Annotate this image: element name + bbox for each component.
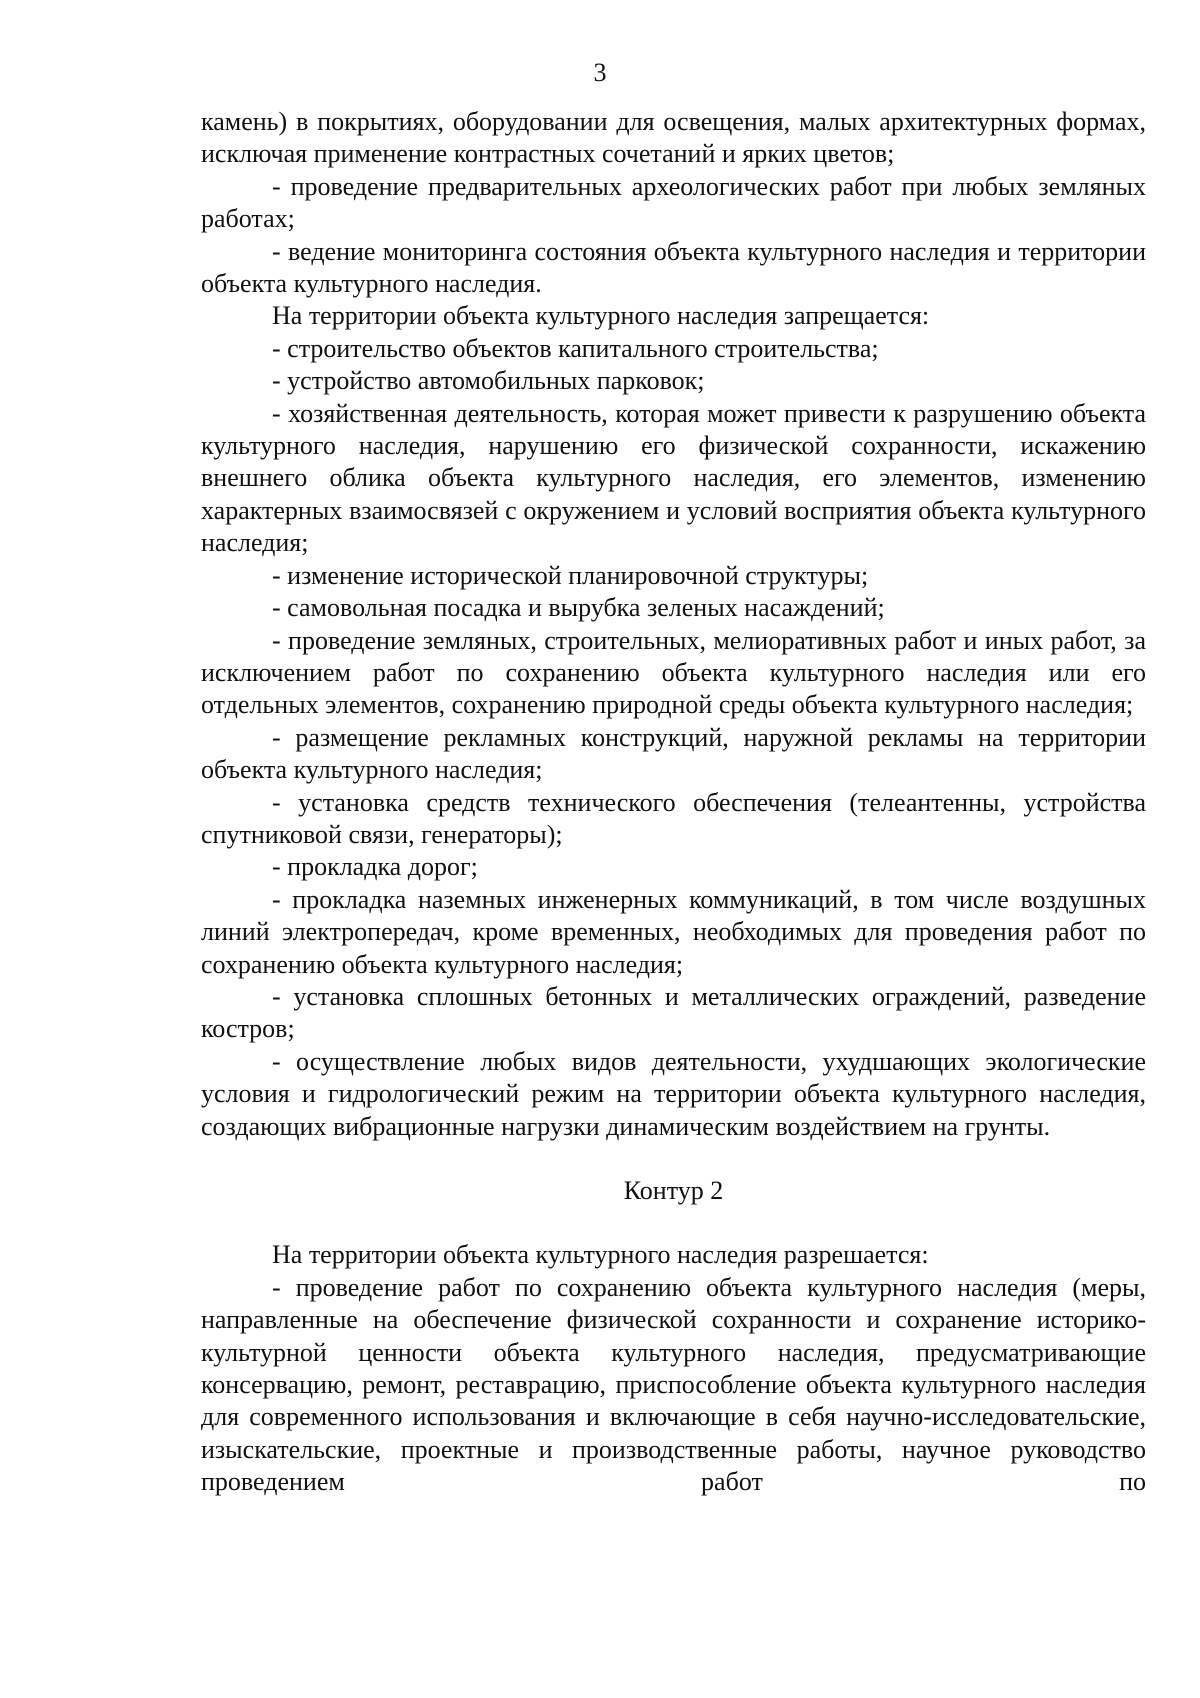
list-item: - установка средств технического обеспечения (телеантенны, устройства спутниковой связи, генераторы); — [201, 787, 1146, 849]
list-item: - изменение исторической планировочной структуры; — [272, 560, 869, 590]
list-item: - проведение земляных, строительных, мелиоративных работ и иных работ, за исключением работ по сохранению объекта культурного наследия или его отдельных элементов, сохранению природной среды объекта культурного наследия; — [201, 625, 1146, 720]
list-item: - осуществление любых видов деятельности, ухудшающих экологические условия и гидрологический режим на территории объекта культурного наследия, создающих вибрационные нагрузки динамическим воздействием на грунты. — [201, 1046, 1146, 1141]
page-number: 3 — [593, 58, 607, 87]
list-item: - установка сплошных бетонных и металлических ограждений, разведение костров; — [201, 981, 1146, 1044]
list-item: - самовольная посадка и вырубка зеленых насаждений; — [272, 593, 885, 623]
paragraph: камень) в покрытиях, оборудовании для освещения, малых архитектурных формах, исключая применение контрастных сочетаний и ярких цветов; — [201, 107, 1146, 169]
list-item: - хозяйственная деятельность, которая может привести к разрушению объекта культурного наследия, нарушению его физической сохранности, искажению внешнего облика объекта культурного наследия, его элементов, изменению характерных взаимосвязей с окружением и условий восприятия объекта культурного наследия; — [201, 398, 1146, 558]
paragraph: На территории объекта культурного наследия запрещается: — [272, 301, 930, 331]
section-heading: Контур 2 — [623, 1176, 724, 1205]
list-item: - проведение работ по сохранению объекта культурного наследия (меры, направленные на обеспечение физической сохранности и сохранение историко-культурной ценности объекта культурного наследия, предусматривающие консервацию, ремонт, реставрацию, приспособление объекта культурного наследия для современного использования и включающие в себя научно-исследовательские, изыскательские, проектные и производственные работы, научное руководство проведением работ по — [201, 1272, 1146, 1497]
list-item: - прокладка наземных инженерных коммуникаций, в том числе воздушных линий электропередач, кроме временных, необходимых для проведения работ по сохранению объекта культурного наследия; — [201, 884, 1146, 979]
paragraph: На территории объекта культурного наследия разрешается: — [272, 1240, 929, 1270]
list-item: - устройство автомобильных парковок; — [272, 366, 705, 396]
list-item: - прокладка дорог; — [272, 852, 478, 882]
list-item: - проведение предварительных археологических работ при любых земляных работах; — [201, 171, 1146, 234]
document-body — [201, 106, 1146, 1499]
list-item: - ведение мониторинга состояния объекта культурного наследия и территории объекта культурного наследия. — [201, 236, 1146, 299]
list-item: - размещение рекламных конструкций, наружной рекламы на территории объекта культурного наследия; — [201, 722, 1146, 785]
list-item: - строительство объектов капитального строительства; — [272, 333, 879, 363]
